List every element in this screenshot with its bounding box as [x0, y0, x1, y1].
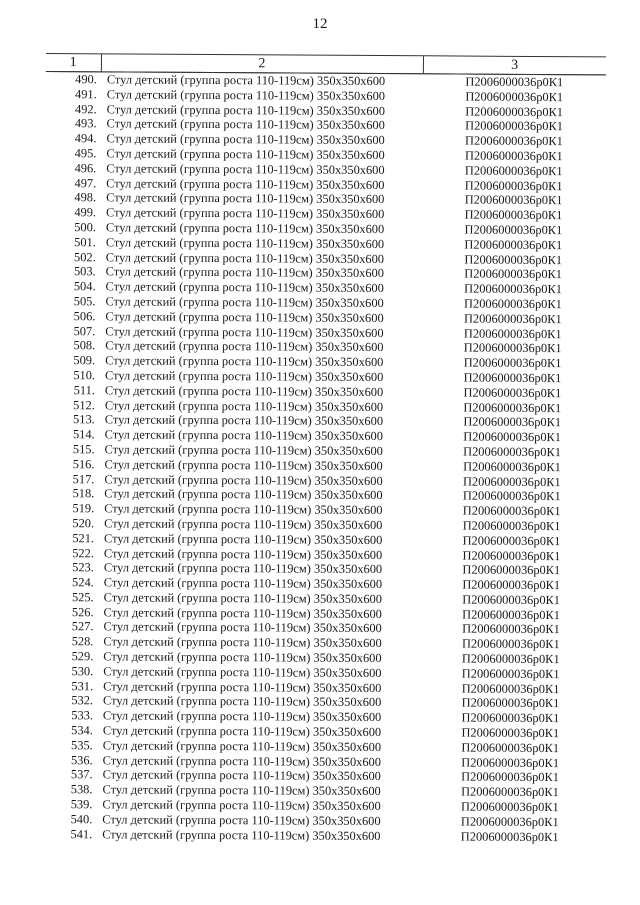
header-col-3: 3	[423, 56, 606, 75]
row-number: 534.	[71, 723, 93, 738]
row-number: 525.	[71, 590, 94, 605]
row-number: 503.	[73, 264, 96, 279]
item-code: П2006000036р0К1	[462, 622, 560, 637]
item-name: Стул детский (группа роста 110-119см) 350х350х600	[105, 205, 385, 222]
row-number: 495.	[74, 146, 97, 161]
row-number: 512.	[73, 397, 95, 412]
row-number: 506.	[73, 308, 96, 324]
item-name: Стул детский (группа роста 110-119см) 350х350х600	[104, 457, 383, 473]
item-code: П2006000036р0К1	[461, 696, 560, 711]
page-number: 12	[312, 16, 328, 32]
item-code: П2006000036р0К1	[462, 488, 561, 504]
item-name: Стул детский (группа роста 110-119см) 350х350х600	[104, 397, 384, 414]
row-number: 499.	[74, 205, 97, 220]
row-number: 527.	[71, 619, 94, 634]
row-number: 492.	[74, 101, 97, 116]
item-code: П2006000036р0К1	[463, 400, 562, 415]
item-name: Стул детский (группа роста 110-119см) 350х350х600	[106, 116, 385, 133]
row-number: 491.	[75, 86, 97, 102]
item-name: Стул детский (группа роста 110-119см) 350х350х600	[103, 575, 383, 592]
item-name: Стул детский (группа роста 110-119см) 350х350х600	[104, 368, 384, 385]
item-code: П2006000036р0К1	[462, 562, 561, 578]
row-number: 521.	[72, 530, 95, 546]
header-col-1: 1	[46, 53, 101, 71]
items-table	[41, 53, 606, 845]
item-name: Стул детский (группа роста 110-119см) 350х350х600	[103, 545, 383, 562]
row-number: 541.	[70, 826, 93, 841]
item-name: Стул детский (группа роста 110-119см) 350х350х600	[105, 235, 385, 251]
row-number: 504.	[73, 279, 96, 294]
item-name: Стул детский (группа роста 110-119см) 350х350х600	[102, 753, 382, 769]
item-name: Стул детский (группа роста 110-119см) 350х350х600	[104, 516, 383, 532]
item-name: Стул детский (группа роста 110-119см) 350х350х600	[106, 146, 385, 163]
item-code: П2006000036р0К1	[463, 355, 562, 371]
item-name: Стул детский (группа роста 110-119см) 350х350х600	[102, 738, 382, 754]
row-number: 501.	[74, 234, 96, 250]
row-number: 518.	[72, 486, 95, 501]
item-name: Стул детский (группа роста 110-119см) 350х350х600	[103, 634, 382, 651]
item-code: П2006000036р0К1	[462, 592, 561, 608]
item-name: Стул детский (группа роста 110-119см) 350х350х600	[104, 383, 384, 399]
item-code: П2006000036р0К1	[465, 74, 564, 90]
item-code: П2006000036р0К1	[464, 266, 563, 282]
row-number: 502.	[74, 249, 96, 264]
item-code: П2006000036р0К1	[462, 607, 560, 622]
row-number: 528.	[71, 634, 94, 649]
row-number: 510.	[73, 368, 96, 383]
row-number: 519.	[72, 501, 95, 516]
item-name: Стул детский (группа роста 110-119см) 350х350х600	[104, 427, 383, 444]
item-code: П2006000036р0К1	[462, 518, 561, 534]
item-name: Стул детский (группа роста 110-119см) 350х350х600	[102, 767, 381, 784]
item-name: Стул детский (группа роста 110-119см) 350х350х600	[105, 249, 385, 266]
item-name: Стул детский (группа роста 110-119см) 350х350х600	[105, 309, 384, 325]
item-name: Стул детский (группа роста 110-119см) 350х350х600	[103, 664, 382, 680]
item-code: П2006000036р0К1	[465, 133, 563, 149]
row-number: 535.	[71, 738, 93, 753]
item-name: Стул детский (группа роста 110-119см) 350х350х600	[104, 471, 383, 488]
row-number: 523.	[72, 560, 94, 575]
item-name: Стул детский (группа роста 110-119см) 350х350х600	[106, 101, 385, 118]
item-code: П2006000036р0К1	[465, 104, 564, 119]
item-code: П2006000036р0К1	[464, 296, 562, 312]
item-code: П2006000036р0К1	[461, 755, 560, 770]
item-name: Стул детский (группа роста 110-119см) 350х350х600	[105, 294, 384, 311]
item-code: П2006000036р0К1	[463, 444, 561, 460]
row-number: 533.	[71, 708, 93, 723]
row-number: 536.	[70, 752, 93, 767]
item-code: П2006000036р0К1	[461, 784, 559, 800]
item-code: П2006000036р0К1	[463, 414, 562, 430]
row-number: 537.	[70, 767, 93, 782]
row-number: 508.	[73, 338, 96, 353]
item-name: Стул детский (группа роста 110-119см) 350х350х600	[104, 501, 383, 518]
item-name: Стул детский (группа роста 110-119см) 350х350х600	[105, 338, 384, 355]
item-name: Стул детский (группа роста 110-119см) 350х350х600	[106, 175, 385, 192]
item-code: П2006000036р0К1	[463, 340, 562, 356]
item-code: П2006000036р0К1	[462, 577, 561, 593]
item-name: Стул детский (группа роста 110-119см) 350х350х600	[102, 797, 381, 814]
item-name: Стул детский (группа роста 110-119см) 350х350х600	[106, 190, 385, 207]
row-number: 526.	[71, 604, 94, 619]
row-number: 540.	[70, 812, 93, 827]
item-name: Стул детский (группа роста 110-119см) 350х350х600	[105, 220, 385, 237]
item-code: П2006000036р0К1	[463, 311, 562, 326]
row-number: 498.	[74, 190, 97, 205]
row-number: 507.	[73, 323, 96, 338]
item-name: Стул детский (группа роста 110-119см) 350х350х600	[103, 619, 382, 636]
item-name: Стул детский (группа роста 110-119см) 350х350х600	[103, 560, 383, 577]
item-name: Стул детский (группа роста 110-119см) 350х350х600	[103, 590, 382, 606]
row-number: 509.	[73, 353, 96, 368]
item-code: П2006000036р0К1	[461, 666, 560, 682]
row-number: 529.	[71, 649, 94, 664]
item-name: Стул детский (группа роста 110-119см) 350х350х600	[105, 264, 384, 281]
item-code: П2006000036р0К1	[464, 222, 563, 238]
item-code: П2006000036р0К1	[461, 725, 560, 741]
item-name: Стул детский (группа роста 110-119см) 350х350х600	[103, 649, 382, 666]
item-code: П2006000036р0К1	[460, 829, 559, 844]
item-code: П2006000036р0К1	[464, 148, 563, 164]
item-name: Стул детский (группа роста 110-119см) 350х350х600	[102, 826, 381, 843]
item-code: П2006000036р0К1	[463, 326, 562, 341]
item-name: Стул детский (группа роста 110-119см) 350х350х600	[105, 353, 384, 370]
row-number: 531.	[71, 678, 94, 693]
item-code: П2006000036р0К1	[465, 89, 564, 104]
item-code: П2006000036р0К1	[464, 237, 563, 252]
item-code: П2006000036р0К1	[463, 459, 561, 474]
item-code: П2006000036р0К1	[461, 636, 560, 652]
item-name: Стул детский (группа роста 110-119см) 350х350х600	[102, 812, 381, 828]
item-code: П2006000036р0К1	[461, 681, 560, 696]
row-number: 538.	[70, 782, 93, 797]
item-name: Стул детский (группа роста 110-119см) 350х350х600	[105, 323, 384, 340]
item-code: П2006000036р0К1	[465, 118, 563, 134]
item-name: Стул детский (группа роста 110-119см) 350х350х600	[106, 72, 386, 89]
item-code: П2006000036р0К1	[463, 370, 562, 386]
row-number: 524.	[72, 575, 94, 590]
item-name: Стул детский (группа роста 110-119см) 350х350х600	[105, 279, 384, 296]
item-code: П2006000036р0К1	[464, 252, 563, 267]
item-name: Стул детский (группа роста 110-119см) 350х350х600	[104, 486, 383, 503]
row-number: 497.	[74, 175, 97, 190]
header-col-2: 2	[101, 54, 423, 74]
item-code: П2006000036р0К1	[463, 385, 562, 400]
item-name: Стул детский (группа роста 110-119см) 350х350х600	[106, 131, 385, 148]
item-name: Стул детский (группа роста 110-119см) 350х350х600	[102, 708, 382, 725]
item-code: П2006000036р0К1	[463, 429, 562, 445]
item-name: Стул детский (группа роста 110-119см) 350х350х600	[104, 442, 383, 458]
item-code: П2006000036р0К1	[461, 710, 560, 726]
item-name: Стул детский (группа роста 110-119см) 350х350х600	[106, 161, 385, 177]
item-code: П2006000036р0К1	[462, 474, 561, 489]
item-code: П2006000036р0К1	[461, 770, 560, 785]
row-number: 494.	[74, 131, 97, 146]
item-code: П2006000036р0К1	[464, 207, 563, 223]
item-code: П2006000036р0К1	[464, 178, 563, 193]
table-body	[41, 71, 606, 844]
row-number: 516.	[72, 456, 95, 472]
item-code: П2006000036р0К1	[462, 548, 561, 563]
row-number: 520.	[72, 516, 95, 531]
item-name: Стул детский (группа роста 110-119см) 350х350х600	[103, 679, 382, 695]
row-number: 530.	[71, 664, 94, 679]
row-number: 511.	[73, 382, 95, 398]
row-number: 513.	[73, 412, 95, 427]
row-number: 517.	[72, 471, 95, 486]
item-name: Стул детский (группа роста 110-119см) 350х350х600	[103, 605, 382, 621]
row-number: 493.	[74, 116, 97, 131]
row-number: 505.	[73, 294, 96, 309]
item-code: П2006000036р0К1	[461, 740, 560, 756]
row-number: 490.	[75, 72, 97, 87]
row-number: 515.	[72, 442, 95, 457]
item-name: Стул детский (группа роста 110-119см) 350х350х600	[102, 723, 382, 740]
item-code: П2006000036р0К1	[464, 163, 563, 178]
item-name: Стул детский (группа роста 110-119см) 350х350х600	[102, 782, 381, 799]
item-name: Стул детский (группа роста 110-119см) 350х350х600	[103, 531, 383, 547]
item-code: П2006000036р0К1	[464, 281, 562, 297]
item-name: Стул детский (группа роста 110-119см) 350х350х600	[106, 87, 386, 103]
row-number: 522.	[72, 545, 94, 560]
row-number: 500.	[74, 220, 96, 235]
item-code: П2006000036р0К1	[464, 192, 563, 208]
row-number: 514.	[72, 427, 95, 442]
row-number: 539.	[70, 797, 93, 812]
item-code: П2006000036р0К1	[460, 814, 559, 829]
item-code: П2006000036р0К1	[462, 503, 561, 519]
item-code: П2006000036р0К1	[460, 799, 559, 815]
table-row	[41, 827, 601, 845]
item-code: П2006000036р0К1	[461, 651, 560, 667]
item-name: Стул детский (группа роста 110-119см) 350х350х600	[104, 412, 384, 429]
row-number: 496.	[74, 160, 97, 176]
item-name: Стул детский (группа роста 110-119см) 350х350х600	[103, 693, 382, 710]
row-number: 532.	[71, 693, 94, 708]
item-code: П2006000036р0К1	[462, 533, 561, 548]
